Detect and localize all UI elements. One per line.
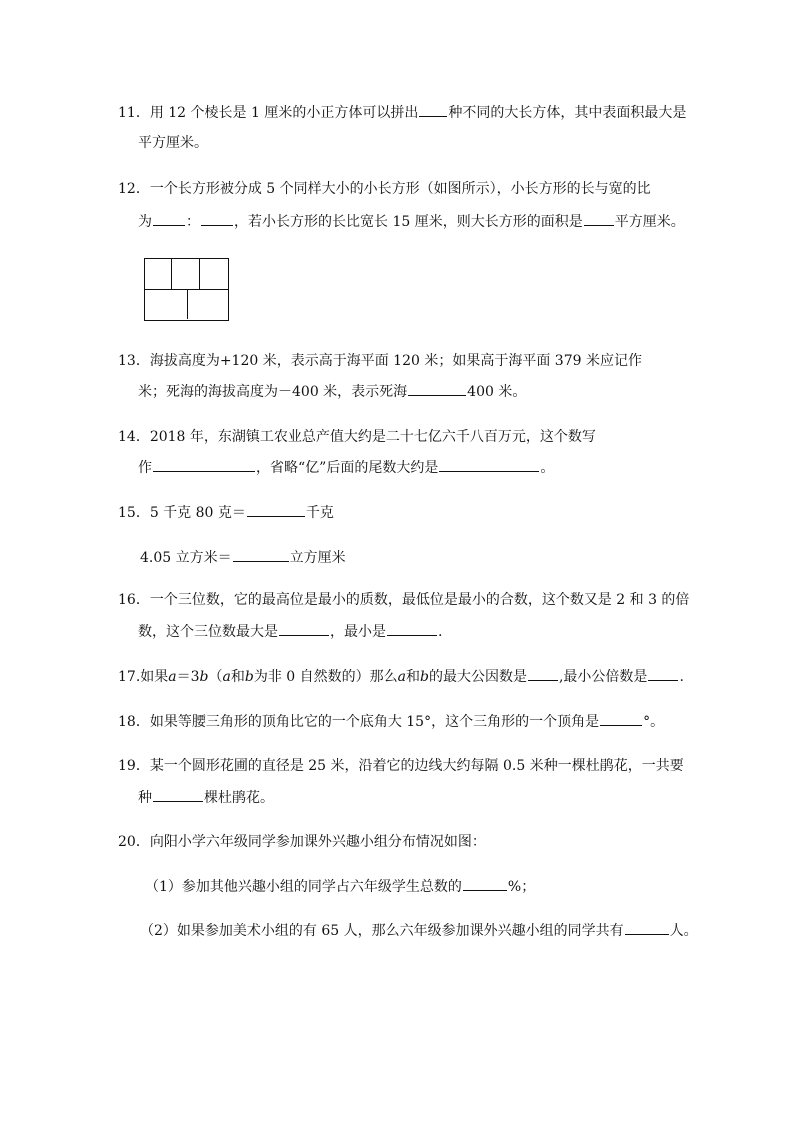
q16-text-c: ，最小是 [330, 624, 386, 640]
q19-line2 [138, 788, 274, 807]
q17-var-b-3: b [420, 669, 429, 685]
q20-text-s2b: 人。 [669, 923, 698, 939]
rectangle-figure [144, 258, 229, 321]
figure-divider-bottom [187, 289, 188, 319]
q19-text-b: 种 [138, 790, 152, 806]
q18-blank-1[interactable] [600, 712, 642, 726]
q13-text-a: 13．海拔高度为+120 米，表示高于海平面 120 米；如果高于海平面 379 米应记作 [118, 353, 642, 369]
q15-blank-1[interactable] [247, 503, 305, 517]
q14-line2 [138, 458, 554, 477]
q14-blank-2[interactable] [439, 458, 539, 472]
q19-line1 [118, 757, 684, 775]
q14-text-d: 。 [540, 460, 555, 476]
q11-text-c: 平方厘米。 [138, 135, 208, 151]
q13-text-c: 400 米。 [467, 384, 527, 400]
q17-text-i: . [679, 669, 684, 685]
q12-blank-3[interactable] [584, 212, 614, 226]
q18-line [118, 712, 664, 731]
q14-blank-1[interactable] [153, 458, 255, 472]
q15-line2 [140, 548, 346, 567]
q11-text-b: 种不同的大长方体，其中表面积最大是 [448, 105, 687, 121]
q20-sub1 [145, 877, 535, 896]
q17-blank-1[interactable] [528, 667, 558, 681]
q12-text-d: ，若小长方形的长比宽长 15 厘米，则大长方形的面积是 [234, 214, 583, 230]
q14-line1 [118, 428, 596, 446]
q12-blank-2[interactable] [201, 212, 233, 226]
q17-line [118, 667, 684, 686]
q13-line1 [118, 352, 642, 370]
q12-text-a: 12．一个长方形被分成 5 个同样大小的小长方形（如图所示），小长方形的长与宽的比 [118, 181, 651, 197]
q17-text-h: ,最小公倍数是 [558, 669, 648, 685]
q17-text-g: 的最大公因数是 [428, 669, 527, 685]
q17-var-b: b [199, 669, 209, 685]
q17-var-a-3: a [397, 669, 407, 685]
q19-text-c: 棵杜鹃花。 [204, 790, 274, 806]
q16-blank-2[interactable] [387, 622, 437, 636]
q14-text-b: 作 [138, 460, 152, 476]
q16-text-b: 数，这个三位数最大是 [138, 624, 278, 640]
q20-text-s1a: （1）参加其他兴趣小组的同学占六年级学生总数的 [145, 879, 462, 895]
q11-line2 [138, 134, 208, 152]
q16-blank-1[interactable] [279, 622, 329, 636]
q20-text-s2a: （2）如果参加美术小组的有 65 人，那么六年级参加课外兴趣小组的同学共有 [140, 923, 624, 939]
q16-line2 [138, 622, 442, 641]
q17-text-b: ＝3 [176, 669, 200, 685]
q11-text-a: 11．用 12 个棱长是 1 厘米的小正方体可以拼出 [118, 105, 419, 121]
q20-text-s1b: %； [507, 879, 536, 895]
q18-text-b: °。 [643, 714, 665, 730]
q12-line1 [118, 180, 651, 198]
figure-divider-top-2 [199, 259, 200, 289]
q18-text-a: 18．如果等腰三角形的顶角比它的一个底角大 15°，这个三角形的一个顶角是 [118, 714, 600, 730]
q17-var-b-2: b [244, 669, 254, 685]
q11-blank-1[interactable] [419, 103, 447, 117]
q17-text-d: 和 [230, 669, 245, 685]
q12-text-c: ： [186, 214, 200, 230]
q16-line1 [118, 591, 689, 609]
q20-blank-1[interactable] [463, 877, 507, 891]
q17-text-c: （ [208, 669, 223, 685]
q14-text-a: 14．2018 年，东湖镇工农业总产值大约是二十七亿六千八百万元，这个数写 [118, 429, 596, 445]
q15-blank-2[interactable] [233, 548, 289, 562]
q12-line2 [138, 212, 685, 231]
figure-divider-top-1 [171, 259, 172, 289]
q11-line1 [118, 103, 686, 122]
q20-text-title: 20．向阳小学六年级同学参加课外兴趣小组分布情况如图： [118, 834, 486, 850]
q15-text-a: 15．5 千克 80 克＝ [118, 505, 246, 521]
q17-text-f: 和 [406, 669, 421, 685]
q20-blank-2[interactable] [625, 921, 669, 935]
q13-blank-1[interactable] [408, 382, 466, 396]
q13-text-b: 米；死海的海拔高度为－400 米，表示死海 [138, 384, 408, 400]
q15-text-c: 4.05 立方米＝ [140, 550, 232, 566]
q15-line1 [118, 503, 334, 522]
q16-text-a: 16．一个三位数，它的最高位是最小的质数，最低位是最小的合数，这个数又是 2 和 3 的倍 [118, 592, 690, 608]
q19-blank-1[interactable] [153, 788, 203, 802]
q15-text-d: 立方厘米 [289, 550, 346, 566]
q20-title [118, 833, 486, 851]
q12-text-b: 为 [138, 214, 152, 230]
q12-text-e: 平方厘米。 [614, 214, 685, 230]
q17-text-a: 17.如果 [118, 669, 169, 685]
q19-text-a: 19．某一个圆形花圃的直径是 25 米，沿着它的边线大约每隔 0.5 米种一棵杜鹃花，一共要 [118, 758, 684, 774]
q17-blank-2[interactable] [648, 667, 678, 681]
q15-text-b: 千克 [305, 505, 334, 521]
q12-blank-1[interactable] [153, 212, 185, 226]
q17-var-a: a [168, 669, 177, 685]
q17-text-e: 为非 0 自然数的）那么 [253, 669, 398, 685]
q20-sub2 [140, 921, 698, 940]
q16-text-d: . [438, 624, 443, 640]
q14-text-c: ，省略“亿”后面的尾数大约是 [256, 460, 439, 476]
q13-line2 [138, 382, 526, 401]
q17-var-a-2: a [222, 669, 231, 685]
